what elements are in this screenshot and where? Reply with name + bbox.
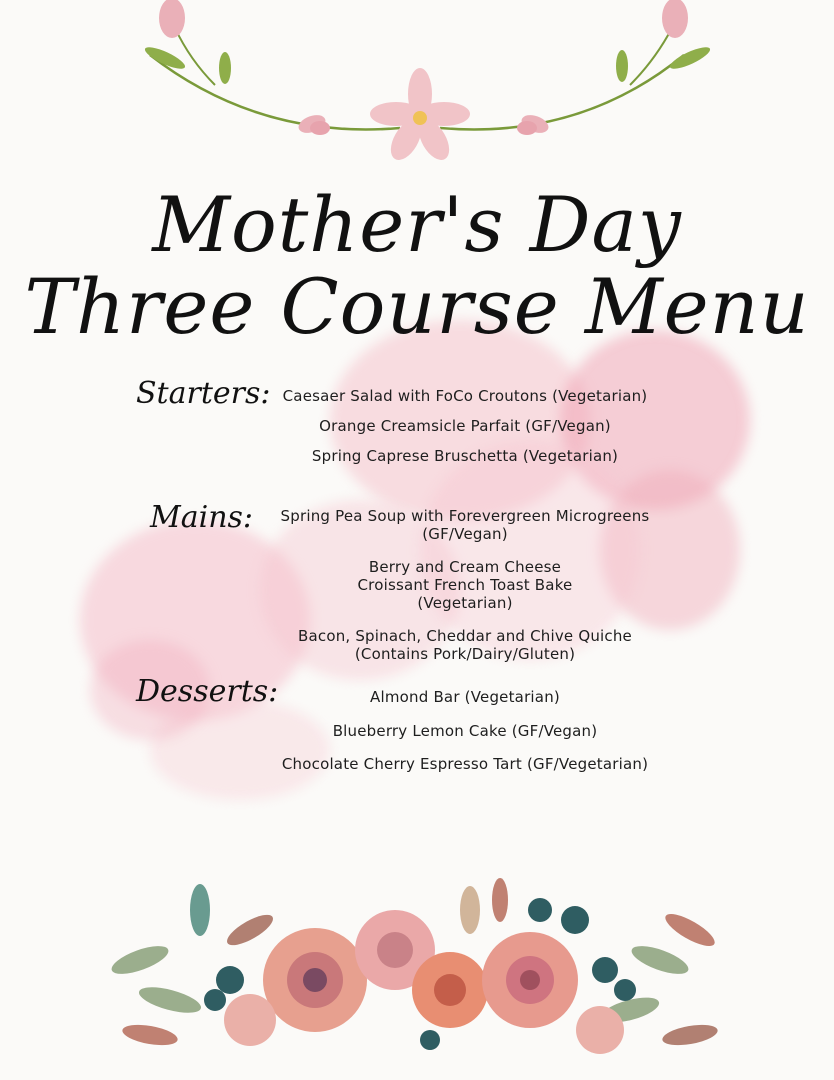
menu-item-text: Caesaer Salad with FoCo Croutons (Vegetarian) <box>282 387 648 405</box>
menu-item-text: Chocolate Cherry Espresso Tart (GF/Vegetarian) <box>281 755 649 773</box>
menu-title-line-2: Three Course Menu <box>24 262 810 351</box>
main-item <box>250 507 680 543</box>
menu-item-text: (GF/Vegan) <box>422 525 508 543</box>
menu-item-text: Croissant French Toast Bake <box>357 576 573 594</box>
main-item <box>250 558 680 612</box>
desserts-label: Desserts: <box>136 674 279 709</box>
main-item <box>250 627 680 663</box>
menu-title-line-1: Mother's Day <box>152 180 682 269</box>
dessert-item <box>250 722 680 740</box>
starter-item <box>250 417 680 435</box>
dessert-item <box>250 755 680 773</box>
menu-item-text: Blueberry Lemon Cake (GF/Vegan) <box>332 722 598 740</box>
mains-label: Mains: <box>150 500 254 535</box>
menu-item-text: Almond Bar (Vegetarian) <box>370 688 560 706</box>
menu-item-text: Orange Creamsicle Parfait (GF/Vegan) <box>319 417 611 435</box>
dessert-item <box>250 688 680 706</box>
menu-item-text: Berry and Cream Cheese <box>368 558 562 576</box>
menu-item-text: (Vegetarian) <box>417 594 513 612</box>
menu-item-text: (Contains Pork/Dairy/Gluten) <box>354 645 576 663</box>
menu-item-text: Bacon, Spinach, Cheddar and Chive Quiche <box>297 627 632 645</box>
starters-label: Starters: <box>136 376 271 411</box>
starter-item <box>250 387 680 405</box>
menu-item-text: Spring Pea Soup with Forevergreen Microgreens <box>280 507 650 525</box>
starter-item <box>250 447 680 465</box>
menu-item-text: Spring Caprese Bruschetta (Vegetarian) <box>311 447 619 465</box>
top-flower-garland <box>0 0 834 180</box>
bottom-flower-arrangement <box>0 870 834 1080</box>
